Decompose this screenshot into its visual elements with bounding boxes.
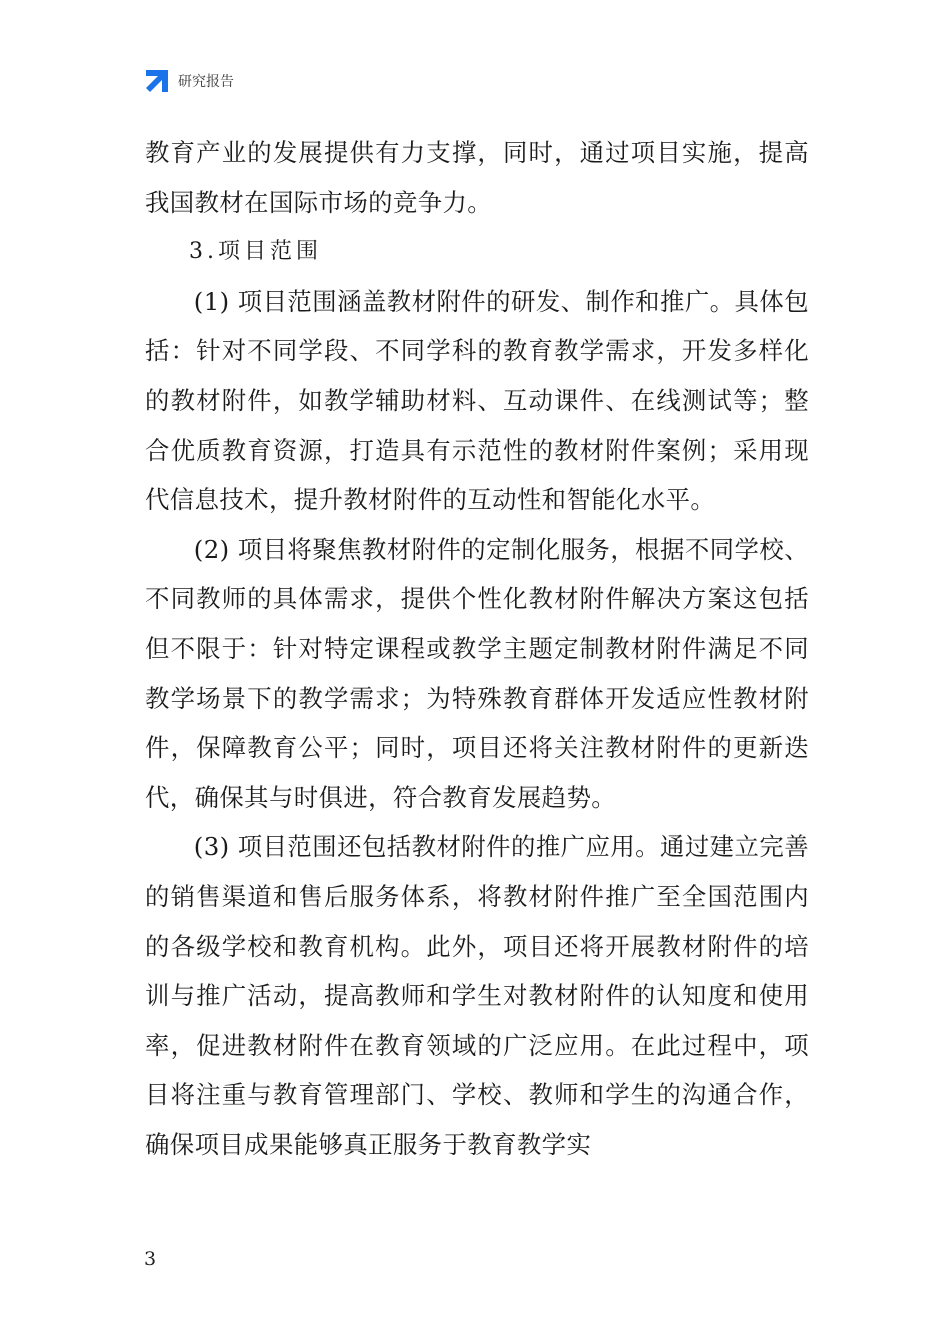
- paragraph-scope-2: (2) 项目将聚焦教材附件的定制化服务，根据不同学校、不同教师的具体需求，提供个性化教材附件解决方案这包括但不限于：针对特定课程或教学主题定制教材附件满足不同教学场景下的教学需求；为特殊教育群体开发适应性教材附件，保障教育公平；同时，项目还将关注教材附件的更新迭代，确保其与时俱进，符合教育发展趋势。: [145, 534, 809, 812]
- section-heading: 3.项目范围: [189, 239, 322, 265]
- paragraph-scope-1: (1) 项目范围涵盖教材附件的研发、制作和推广。具体包括：针对不同学段、不同学科的教育教学需求，开发多样化的教材附件，如教学辅助材料、互动课件、在线测试等；整合优质教育资源，打造具有示范性的教材附件案例；采用现代信息技术，提升教材附件的互动性和智能化水平。: [145, 286, 809, 515]
- header-title: 研究报告: [178, 74, 234, 90]
- document-body: [145, 128, 809, 1169]
- arrow-logo-icon: [144, 68, 170, 94]
- paragraph-continuation: 教育产业的发展提供有力支撑，同时，通过项目实施，提高我国教材在国际市场的竞争力。: [145, 138, 809, 217]
- page-number: 3: [144, 1248, 157, 1270]
- paragraph-scope-3: (3) 项目范围还包括教材附件的推广应用。通过建立完善的销售渠道和售后服务体系，将教材附件推广至全国范围内的各级学校和教育机构。此外，项目还将开展教材附件的培训与推广活动，提高教师和学生对教材附件的认知度和使用率，促进教材附件在教育领域的广泛应用。在此过程中，项目将注重与教育管理部门、学校、教师和学生的沟通合作，确保项目成果能够真正服务于教育教学实: [145, 832, 809, 1159]
- report-header: [144, 68, 234, 94]
